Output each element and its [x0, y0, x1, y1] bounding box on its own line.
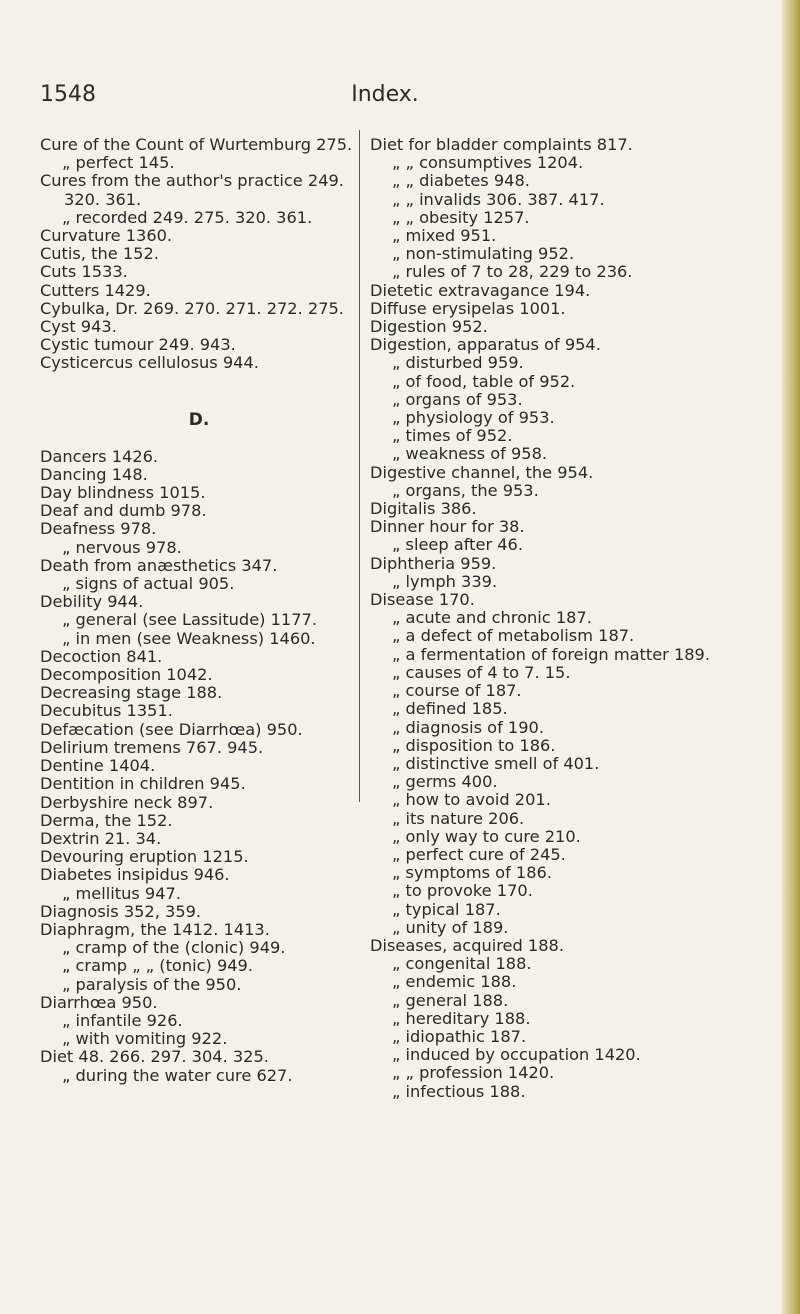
section-letter-heading: D.	[188, 409, 210, 430]
index-subentry: „ times of 952.	[392, 426, 513, 446]
index-entry: Day blindness 1015.	[40, 483, 206, 503]
column-divider	[359, 130, 360, 802]
index-entry: Delirium tremens 767. 945.	[40, 737, 264, 757]
index-subentry: „ acute and chronic 187.	[392, 608, 592, 628]
index-subentry: „ in men (see Weakness) 1460.	[62, 628, 316, 648]
index-subentry: „ „ invalids 306. 387. 417.	[392, 189, 605, 209]
index-subentry: „ perfect 145.	[62, 153, 175, 173]
index-subentry: „ lymph 339.	[392, 571, 498, 591]
index-entry: Derbyshire neck 897.	[40, 792, 214, 812]
index-subentry: „ how to avoid 201.	[392, 790, 551, 810]
page-edge	[782, 0, 800, 1314]
index-subentry: „ germs 400.	[392, 772, 498, 792]
index-subentry: „ general (see Lassitude) 1177.	[62, 610, 317, 630]
index-subentry: „ recorded 249. 275. 320. 361.	[62, 207, 313, 227]
index-subentry: „ to provoke 170.	[392, 881, 533, 901]
index-subentry: „ mixed 951.	[392, 226, 497, 246]
index-entry: Diabetes insipidus 946.	[40, 865, 230, 885]
index-subentry: „ its nature 206.	[392, 808, 525, 828]
index-subentry: „ induced by occupation 1420.	[392, 1045, 641, 1065]
index-entry: Diet for bladder complaints 817.	[370, 135, 633, 154]
index-subentry: „ „ obesity 1257.	[392, 207, 530, 227]
index-entry: Diseases, acquired 188.	[370, 935, 564, 955]
index-subentry: „ causes of 4 to 7. 15.	[392, 662, 571, 682]
index-subentry: „ non-stimulating 952.	[392, 244, 575, 264]
index-subentry: „ infantile 926.	[62, 1010, 183, 1030]
index-entry: Decoction 841.	[40, 646, 163, 666]
index-entry: Debility 944.	[40, 592, 144, 612]
index-entry: Cure of the Count of Wurtemburg 275.	[40, 135, 353, 154]
index-subentry: „ paralysis of the 950.	[62, 974, 242, 994]
index-subentry: „ organs of 953.	[392, 389, 523, 409]
index-entry: Diarrhœa 950.	[40, 992, 158, 1012]
index-subentry: „ during the water cure 627.	[62, 1065, 293, 1085]
index-entry: Digestion, apparatus of 954.	[370, 335, 601, 355]
index-subentry: „ „ diabetes 948.	[392, 171, 530, 191]
index-subentry: „ diagnosis of 190.	[392, 717, 544, 737]
index-subentry: „ cramp „ „ (tonic) 949.	[62, 956, 253, 976]
page-header	[40, 82, 780, 112]
index-subentry: „ „ profession 1420.	[392, 1063, 555, 1083]
index-subentry: „ physiology of 953.	[392, 408, 555, 428]
index-subentry: „ „ consumptives 1204.	[392, 153, 584, 173]
index-entry: Dentine 1404.	[40, 756, 156, 776]
index-entry: Disease 170.	[370, 590, 475, 610]
index-entry: Diet 48. 266. 297. 304. 325.	[40, 1047, 269, 1067]
index-subentry: „ infectious 188.	[392, 1081, 526, 1101]
index-entry: Digitalis 386.	[370, 499, 477, 519]
index-entry: Cybulka, Dr. 269. 270. 271. 272. 275.	[40, 298, 344, 318]
index-column-left	[40, 136, 358, 1085]
index-entry: Deaf and dumb 978.	[40, 501, 207, 521]
index-subentry: „ weakness of 958.	[392, 444, 548, 464]
index-entry: Diagnosis 352, 359.	[40, 901, 202, 921]
index-subentry: „ disposition to 186.	[392, 735, 556, 755]
index-subentry: „ of food, table of 952.	[392, 371, 576, 391]
index-subentry: „ typical 187.	[392, 899, 501, 919]
index-subentry: „ a defect of metabolism 187.	[392, 626, 635, 646]
index-subentry: „ rules of 7 to 28, 229 to 236.	[392, 262, 633, 282]
index-subentry: „ only way to cure 210.	[392, 826, 581, 846]
index-subentry: „ disturbed 959.	[392, 353, 524, 373]
index-entry: Devouring eruption 1215.	[40, 847, 249, 867]
index-subentry: „ general 188.	[392, 990, 509, 1010]
index-subentry: „ unity of 189.	[392, 917, 509, 937]
running-head: Index.	[351, 82, 419, 107]
index-entry: Deafness 978.	[40, 519, 157, 539]
index-entry: Dancing 148.	[40, 464, 148, 484]
index-entry: Cutters 1429.	[40, 280, 151, 300]
index-subentry: „ with vomiting 922.	[62, 1029, 228, 1049]
index-entry: Curvature 1360.	[40, 226, 173, 246]
index-subentry: „ mellitus 947.	[62, 883, 181, 903]
index-entry: Diphtheria 959.	[370, 553, 497, 573]
index-entry: Death from anæsthetics 347.	[40, 555, 278, 575]
index-entry: Decreasing stage 188.	[40, 683, 223, 703]
index-subentry: „ organs, the 953.	[392, 480, 539, 500]
index-subentry: „ nervous 978.	[62, 537, 182, 557]
index-entry: Dancers 1426.	[40, 446, 159, 466]
index-entry: Cyst 943.	[40, 317, 117, 337]
index-subentry: „ course of 187.	[392, 681, 522, 701]
index-subentry: „ symptoms of 186.	[392, 863, 552, 883]
index-entry: Cuts 1533.	[40, 262, 128, 282]
index-entry: Cystic tumour 249. 943.	[40, 335, 236, 355]
index-subentry: „ hereditary 188.	[392, 1008, 531, 1028]
index-entry: Dietetic extravagance 194.	[370, 280, 591, 300]
index-subentry: „ endemic 188.	[392, 972, 517, 992]
index-entry: Decomposition 1042.	[40, 665, 213, 685]
index-entry: Cures from the author's practice 249. 320. 361.	[40, 171, 344, 209]
index-subentry: „ congenital 188.	[392, 954, 532, 974]
index-subentry: „ a fermentation of foreign matter 189.	[392, 644, 711, 664]
index-subentry: „ sleep after 46.	[392, 535, 523, 555]
index-subentry: „ signs of actual 905.	[62, 574, 235, 594]
index-subentry: „ perfect cure of 245.	[392, 844, 566, 864]
index-entry: Digestive channel, the 954.	[370, 462, 594, 482]
index-column-right	[370, 136, 710, 1101]
index-entry: Defæcation (see Diarrhœa) 950.	[40, 719, 303, 739]
index-entry: Cutis, the 152.	[40, 244, 159, 264]
index-entry: Diffuse erysipelas 1001.	[370, 298, 566, 318]
index-subentry: „ defined 185.	[392, 699, 508, 719]
index-entry: Dentition in children 945.	[40, 774, 246, 794]
index-entry: Cysticercus cellulosus 944.	[40, 353, 259, 373]
index-entry: Decubitus 1351.	[40, 701, 173, 721]
index-entry: Dinner hour for 38.	[370, 517, 525, 537]
page-number: 1548	[40, 82, 96, 107]
index-entry: Diaphragm, the 1412. 1413.	[40, 919, 270, 939]
index-entry: Derma, the 152.	[40, 810, 173, 830]
index-subentry: „ cramp of the (clonic) 949.	[62, 938, 286, 958]
index-subentry: „ idiopathic 187.	[392, 1026, 527, 1046]
index-entry: Digestion 952.	[370, 317, 488, 337]
index-subentry: „ distinctive smell of 401.	[392, 753, 600, 773]
index-entry: Dextrin 21. 34.	[40, 828, 162, 848]
